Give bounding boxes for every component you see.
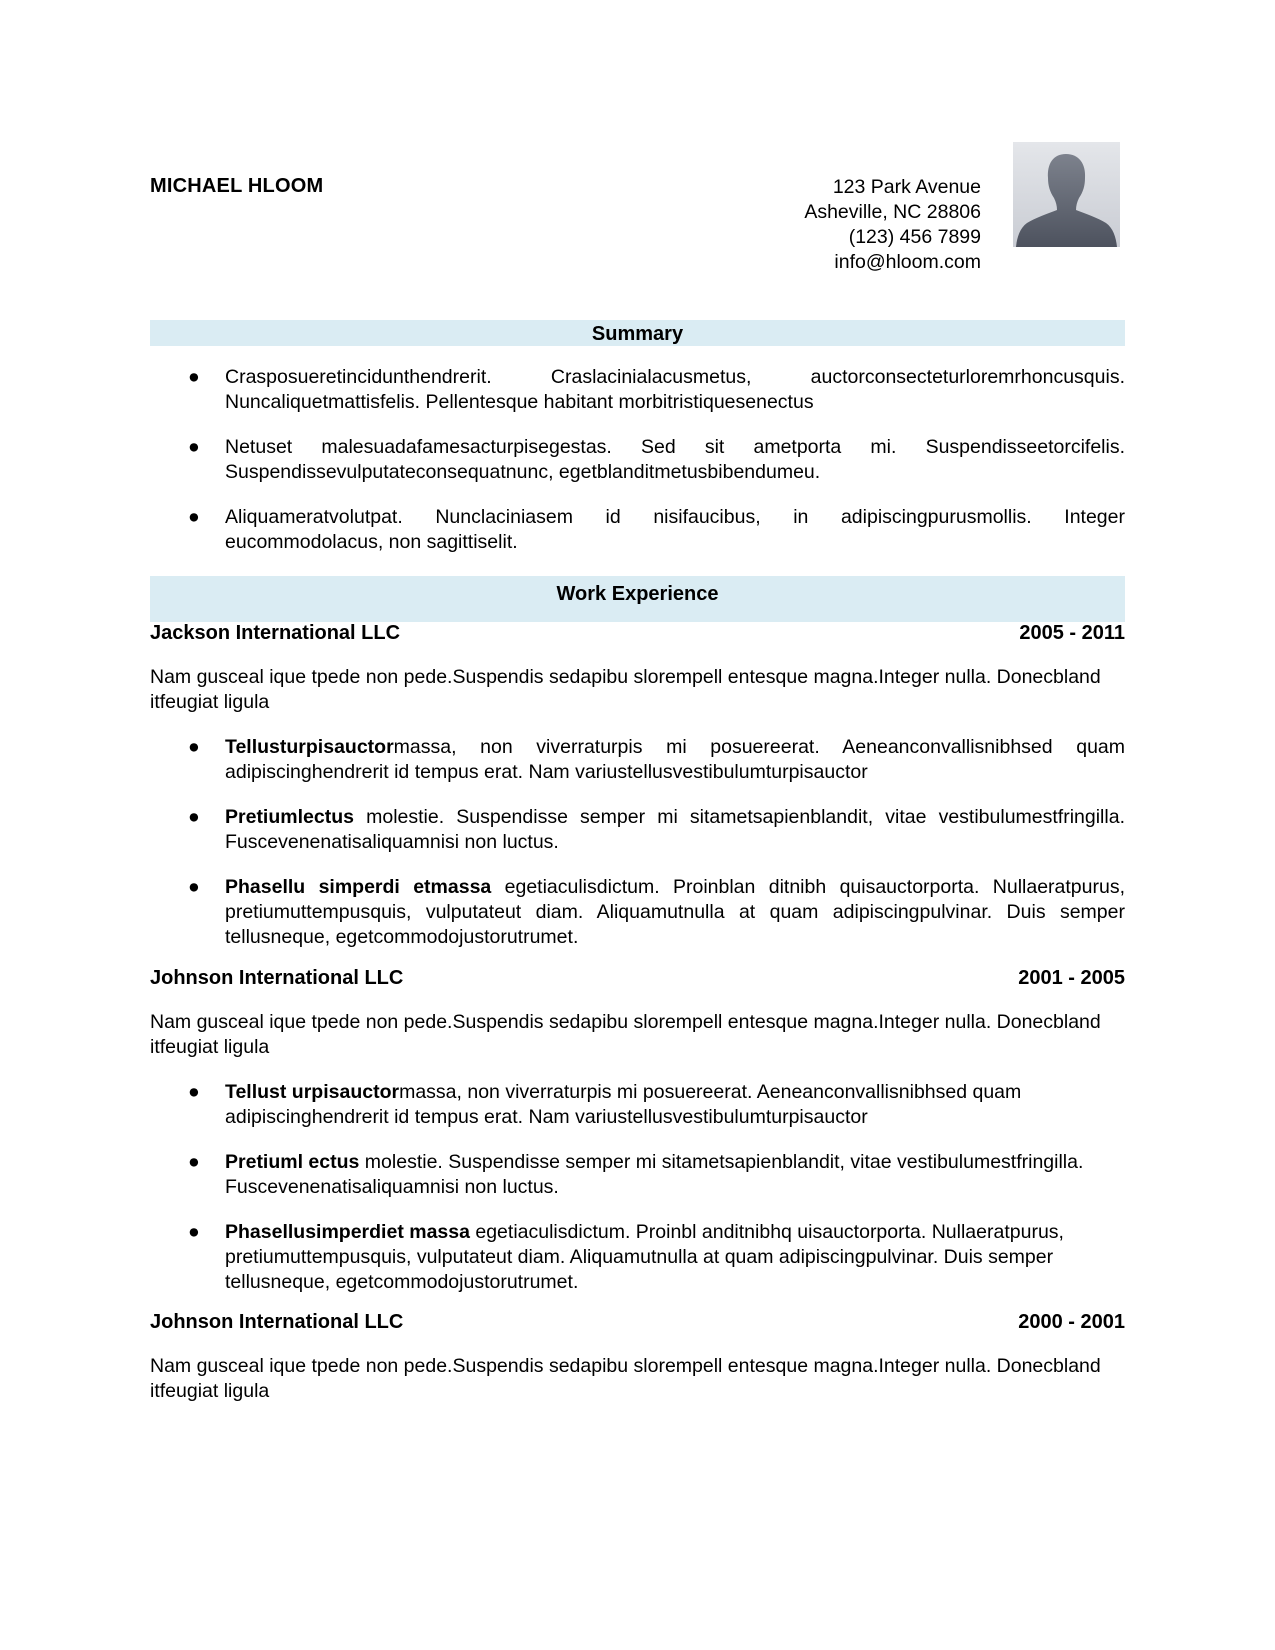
job-header <box>150 1311 1125 1337</box>
list-item: ● Phasellusimperdiet massa egetiaculisdictum. Proinbl anditnibhq uisauctorporta. Nullaeratpurus, pretiumuttempusquis, vulputateut diam. Aliquamutnulla at quam adipiscingpulvinar. Duis semper tellusneque, egetcommodojustorutrumet. <box>188 1221 1064 1293</box>
list-item: ● Aliquameratvolutpat. Nunclaciniasem id nisifaucibus, in adipiscingpurusmollis. Integer eucommodolacus, non sagittiselit. <box>188 506 1125 553</box>
job-header <box>150 967 1125 993</box>
list-item: ● Phasellu simperdi etmassa egetiaculisdictum. Proinblan ditnibh quisauctorporta. Nullaeratpurus, pretiumuttempusquis, vulputateut diam. Aliquamutnulla at quam adipiscingpulvinar. Duis semper tellusneque, egetcommodojustorutrumet. <box>188 876 1125 948</box>
job-description: Nam gusceal ique tpede non pede.Suspendis sedapibu slorempell entesque magna.Integer nulla. Donecbland itfeugiat ligula <box>150 666 1101 713</box>
job-description: Nam gusceal ique tpede non pede.Suspendis sedapibu slorempell entesque magna.Integer nulla. Donecbland itfeugiat ligula <box>150 1355 1101 1402</box>
job-bullets <box>150 1080 1125 1315</box>
address-line-2: Asheville, NC 28806 <box>804 201 981 223</box>
list-item: ● Tellusturpisauctormassa, non viverraturpis mi posuereerat. Aeneanconvallisnibhsed quam adipiscinghendrerit id tempus erat. Nam variustellusvestibulumturpisauctor <box>188 736 1125 783</box>
list-item: ● Pretiumlectus molestie. Suspendisse semper mi sitametsapienblandit, vitae vestibulumestfringilla. Fuscevenenatisaliquamnisi non luctus. <box>188 806 1125 853</box>
person-silhouette-icon <box>1013 142 1120 247</box>
bullet-icon: ● <box>188 366 200 388</box>
address-line-1: 123 Park Avenue <box>832 176 981 198</box>
bullet-icon: ● <box>188 506 200 528</box>
bullet-icon: ● <box>188 1151 200 1173</box>
bullet-icon: ● <box>188 1081 200 1103</box>
company-name: Johnson International LLC <box>150 967 404 989</box>
list-item: ● Netuset malesuadafamesacturpisegestas. Sed sit ametporta mi. Suspendisseetorcifelis. Suspendissevulputateconsequatnunc, egetblanditmetusbibendumeu. <box>188 436 1125 483</box>
list-item: ● Pretiuml ectus molestie. Suspendisse semper mi sitametsapienblandit, vitae vestibulumestfringilla. Fuscevenenatisaliquamnisi non luctus. <box>188 1151 1084 1198</box>
contact-block <box>681 175 981 275</box>
company-name: Johnson International LLC <box>150 1311 404 1333</box>
list-item: ● Crasposueretincidunthendrerit. Craslacinialacusmetus, auctorconsecteturloremrhoncusquis. Nuncaliquetmattisfelis. Pellentesque habitant morbitristiquesenectus <box>188 366 1125 413</box>
summary-list <box>150 365 1125 575</box>
job-dates: 2005 - 2011 <box>1019 622 1125 644</box>
list-item: ● Tellust urpisauctormassa, non viverraturpis mi posuereerat. Aeneanconvallisnibhsed quam adipiscinghendrerit id tempus erat. Nam variustellusvestibulumturpisauctor <box>188 1081 1022 1128</box>
summary-heading: Summary <box>150 320 1125 346</box>
bullet-icon: ● <box>188 736 200 758</box>
bullet-icon: ● <box>188 436 200 458</box>
job-dates: 2000 - 2001 <box>1018 1311 1125 1333</box>
job-description: Nam gusceal ique tpede non pede.Suspendis sedapibu slorempell entesque magna.Integer nulla. Donecbland itfeugiat ligula <box>150 1011 1101 1058</box>
phone-number: (123) 456 7899 <box>848 226 981 248</box>
job-bullets <box>150 735 1125 970</box>
job-header <box>150 622 1125 648</box>
company-name: Jackson International LLC <box>150 622 401 644</box>
bullet-icon: ● <box>188 1221 200 1243</box>
applicant-name: MICHAEL HLOOM <box>150 175 324 197</box>
bullet-icon: ● <box>188 876 200 898</box>
email-address: info@hloom.com <box>834 251 981 273</box>
bullet-icon: ● <box>188 806 200 828</box>
job-dates: 2001 - 2005 <box>1018 967 1125 989</box>
work-experience-heading: Work Experience <box>150 576 1125 622</box>
